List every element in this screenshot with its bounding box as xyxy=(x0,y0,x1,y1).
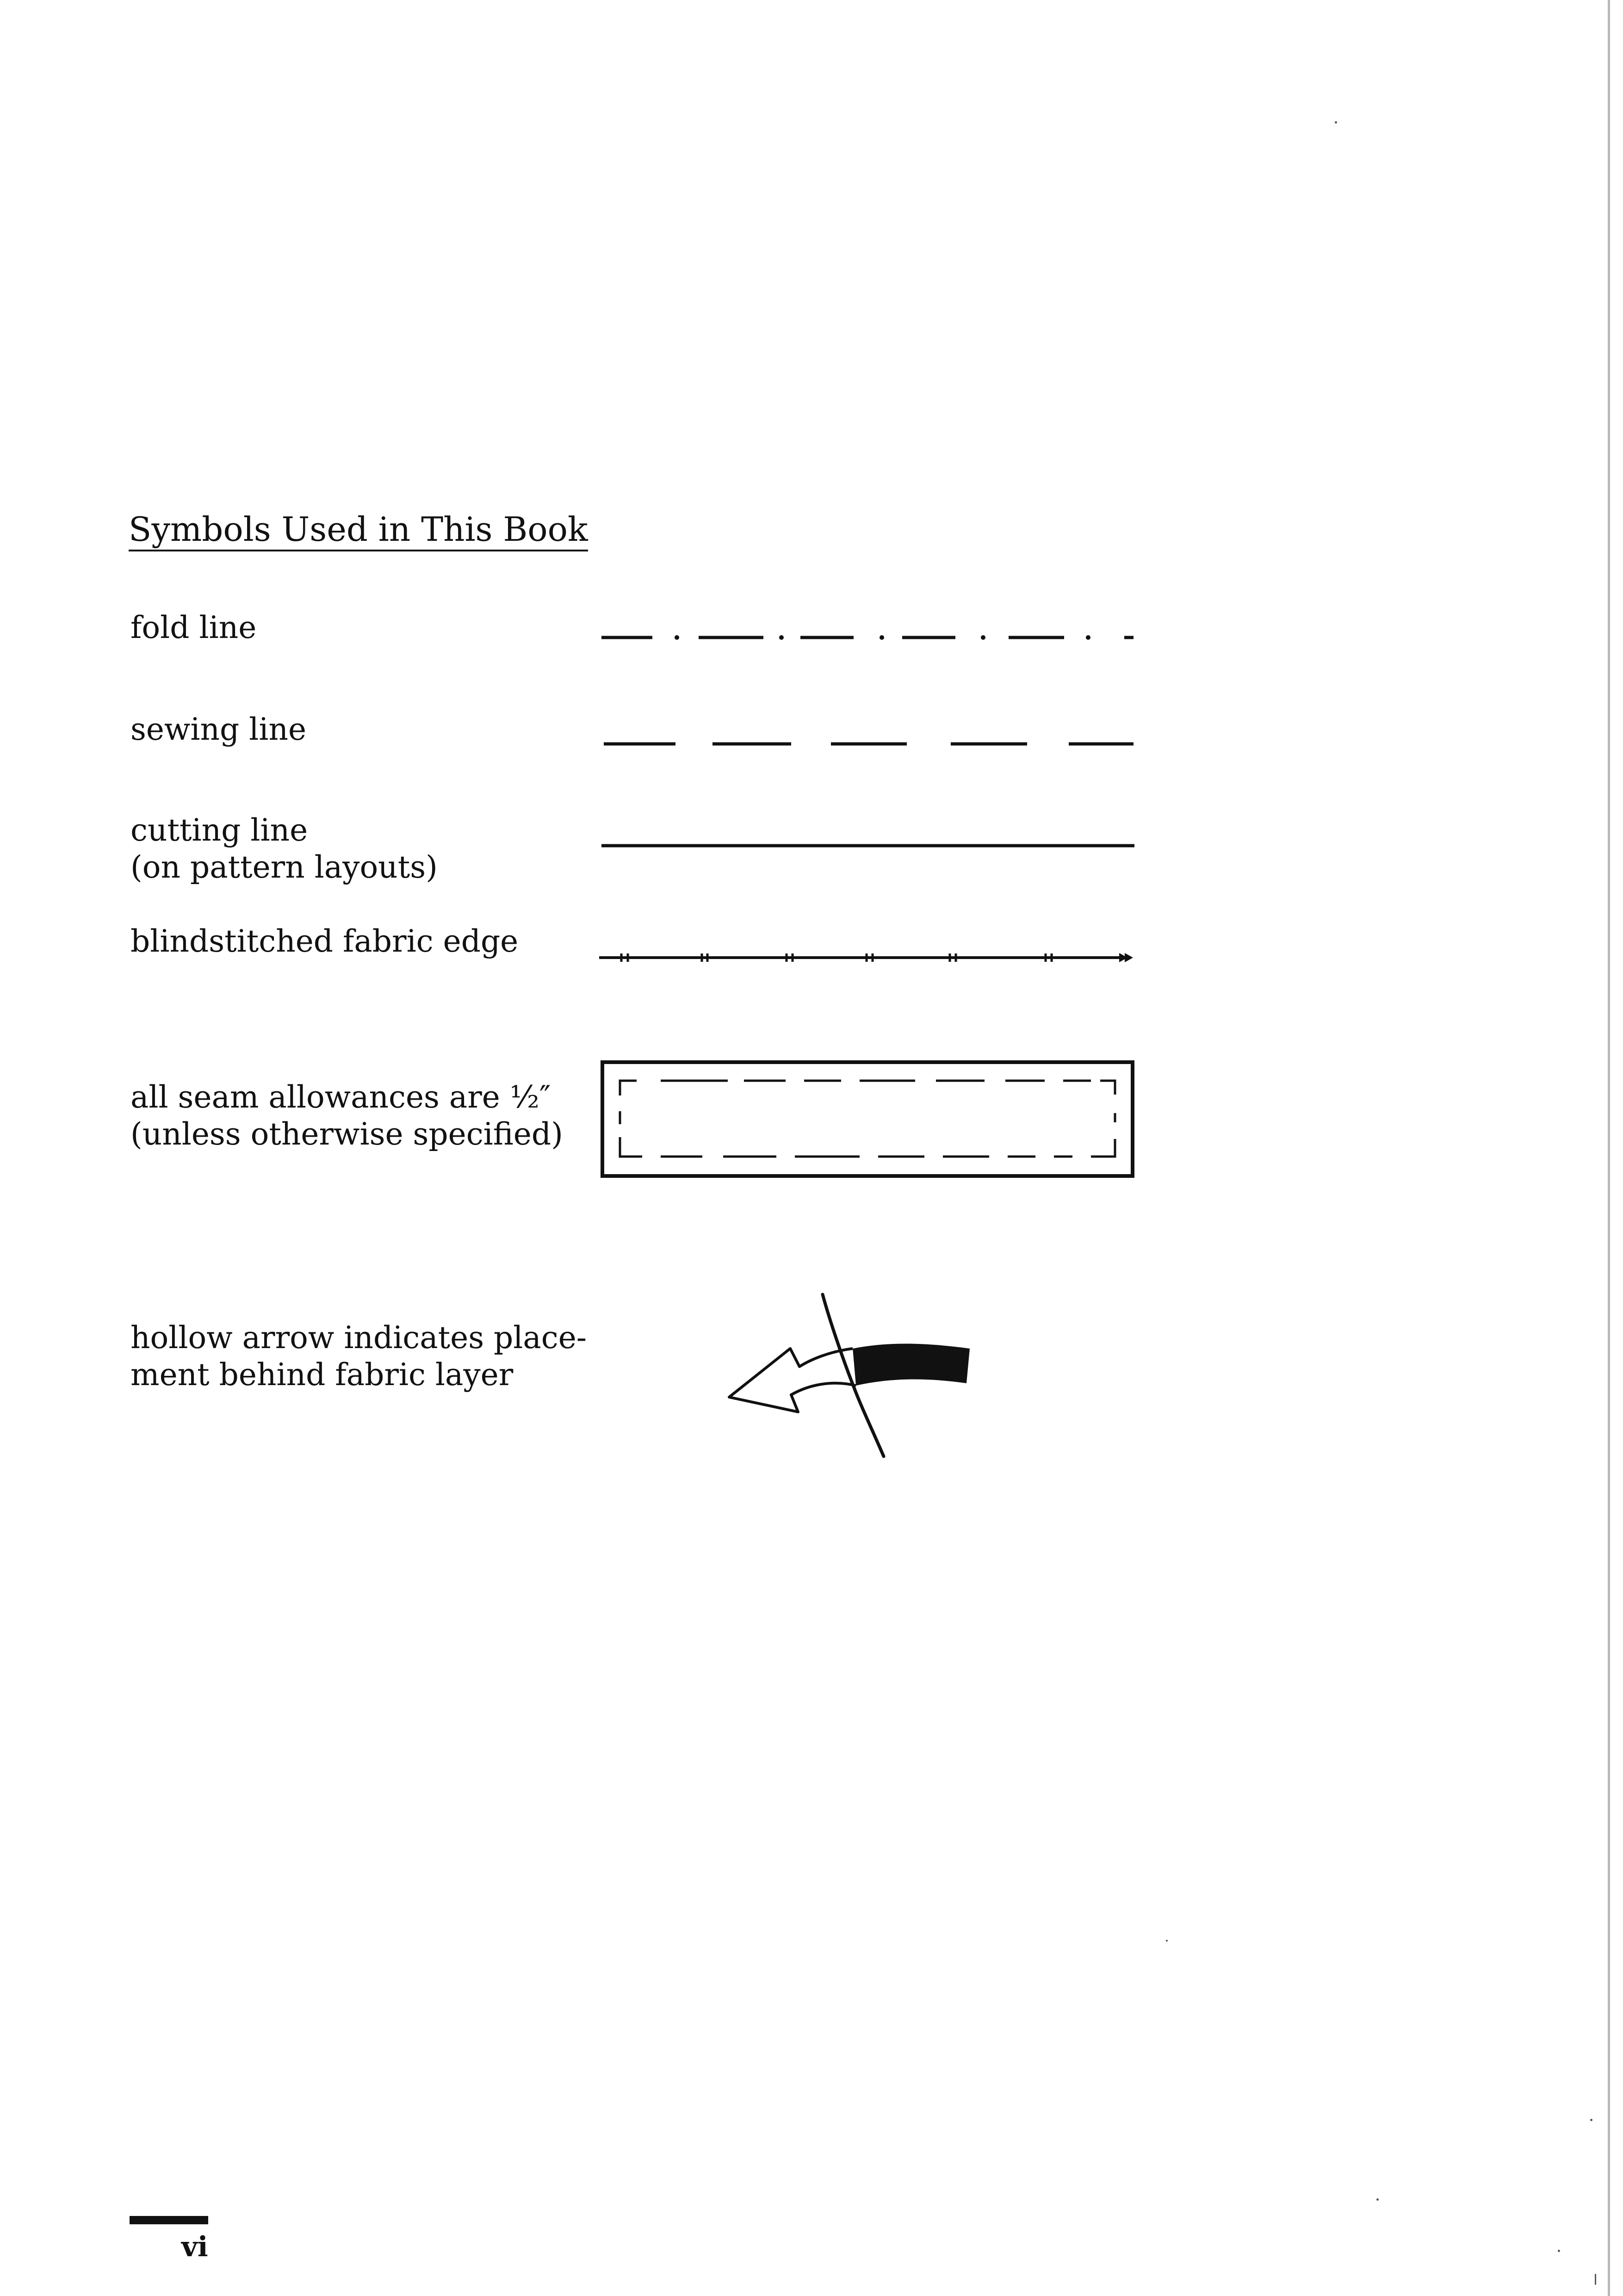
scan-speck xyxy=(1595,2274,1596,2285)
scan-speck xyxy=(1376,2198,1379,2201)
symbol-label-sewing-line xyxy=(130,711,306,748)
page-edge xyxy=(1608,0,1610,2296)
scan-speck xyxy=(1335,121,1337,124)
label-line: (unless otherwise specified) xyxy=(130,1116,563,1152)
hollow-arrow-symbol xyxy=(722,1291,981,1467)
scan-speck xyxy=(1166,1940,1168,1942)
symbol-label-cutting-line xyxy=(130,812,438,886)
label-line: sewing line xyxy=(130,712,307,747)
page-number-bar xyxy=(130,2216,208,2224)
symbol-label-seam-allowance xyxy=(130,1079,563,1153)
scan-speck xyxy=(1558,2250,1560,2252)
blindstitch-symbol xyxy=(599,948,1140,967)
symbol-label-fold-line xyxy=(130,609,256,646)
page-number: vi xyxy=(181,2231,208,2263)
page-title: Symbols Used in This Book xyxy=(129,511,588,551)
label-line: blindstitched fabric edge xyxy=(130,923,519,959)
sewing-line-symbol xyxy=(601,736,1138,754)
label-line: hollow arrow indicates place- xyxy=(130,1320,587,1355)
symbol-label-blindstitch xyxy=(130,923,518,960)
label-line: cutting line xyxy=(130,812,308,848)
seam-allowance-symbol xyxy=(601,1059,1137,1180)
label-line: ment behind fabric layer xyxy=(130,1357,514,1392)
label-line: (on pattern layouts) xyxy=(130,849,438,885)
fold-line-symbol xyxy=(601,629,1138,648)
label-line: fold line xyxy=(130,610,257,645)
label-line: all seam allowances are ½″ xyxy=(130,1079,551,1115)
symbol-label-hollow-arrow xyxy=(130,1319,587,1393)
scan-speck xyxy=(1590,2119,1592,2121)
cutting-line-symbol xyxy=(601,837,1138,856)
